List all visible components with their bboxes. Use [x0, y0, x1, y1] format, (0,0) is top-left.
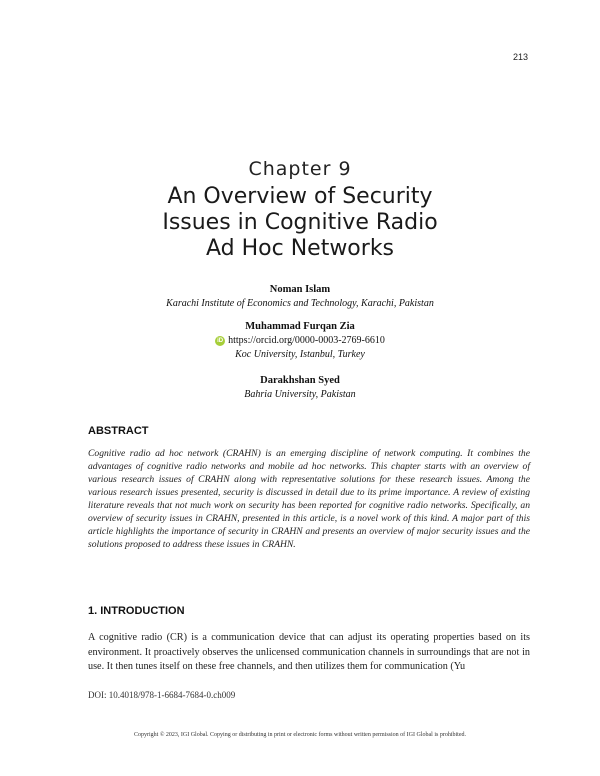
chapter-title — [0, 184, 600, 262]
orcid-line — [0, 334, 600, 348]
author-affiliation: Koc University, Istanbul, Turkey — [235, 349, 365, 360]
author-name: Darakhshan Syed — [260, 375, 340, 386]
author-block-1 — [0, 283, 600, 311]
author-affiliation: Karachi Institute of Economics and Technology, Karachi, Pakistan — [166, 298, 434, 309]
abstract-heading: ABSTRACT — [88, 425, 149, 437]
introduction-text: A cognitive radio (CR) is a communication device that can adjust its operating properties based on its environment. It proactively observes the unlicensed communication channels in surroundings that are not in use. It then tunes itself on these free channels, and then utilizes them for communication (Yu — [88, 632, 530, 672]
doi: DOI: 10.4018/978-1-6684-7684-0.ch009 — [88, 690, 236, 700]
author-name: Noman Islam — [269, 284, 331, 295]
title-line: An Overview of Security — [167, 184, 433, 209]
author-block-3 — [0, 374, 600, 402]
abstract-text: Cognitive radio ad hoc network (CRAHN) is an emerging discipline of network computing. It combines the advantages of cognitive radio networks and mobile ad hoc networks. This chapter starts with an overview of various research issues of CRAHN along with representative solutions for these research issues. Among the various research issues presented, security is discussed in detail due to its prime importance. A review of existing literature reveals that not much work on security has been reported for cognitive radio networks. Specifically, an overview of security issues in CRAHN, presented in this article, is a novel work of this kind. A major part of this article highlights the importance of security in CRAHN and presents an overview of major security issues and the solutions proposed to address these issues in CRAHN. — [88, 448, 530, 550]
copyright-notice: Copyright © 2023, IGI Global. Copying or distributing in print or electronic forms without written permission of IGI Global is prohibited. — [133, 732, 466, 738]
author-block-2 — [0, 320, 600, 362]
introduction-heading: 1. INTRODUCTION — [88, 605, 185, 617]
title-line: Ad Hoc Networks — [205, 236, 395, 261]
orcid-link[interactable]: https://orcid.org/0000-0003-2769-6610 — [228, 335, 385, 346]
orcid-icon: iD — [217, 338, 224, 344]
author-name: Muhammad Furqan Zia — [245, 321, 355, 332]
chapter-label: Chapter 9 — [248, 158, 352, 180]
page-number: 213 — [512, 52, 528, 62]
title-line: Issues in Cognitive Radio — [162, 210, 438, 235]
author-affiliation: Bahria University, Pakistan — [244, 389, 356, 400]
